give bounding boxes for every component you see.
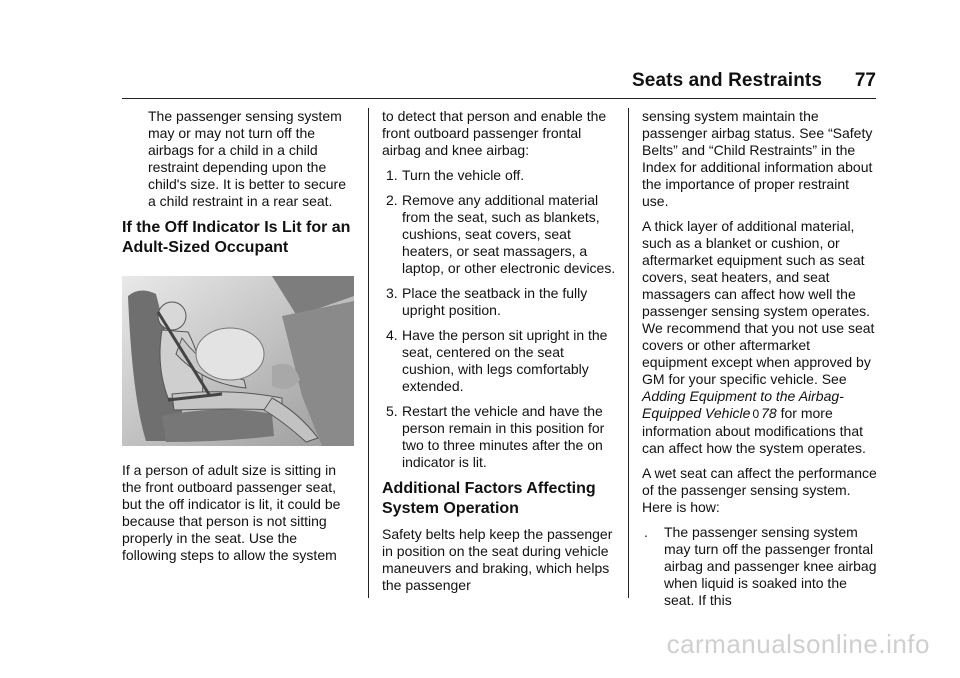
list-item [642, 524, 878, 609]
steps-list [382, 167, 618, 471]
adult-occupant-paragraph: If a person of adult size is sitting in the front outboard passenger seat, but the off indicator is lit, it could be because that person is not sitting properly in the seat. Use the following steps to allow the system [122, 462, 341, 563]
child-restraint-note: The passenger sensing system may or may not turn off the airbags for a child in a child restraint depending upon the child's size. It is better to secure a child restraint in a rear seat. [148, 108, 346, 209]
step-number: 4. [386, 327, 398, 343]
step-number: 2. [386, 192, 398, 208]
step-text: Have the person sit upright in the seat, centered on the seat cushion, with legs comfortably extended. [402, 327, 608, 394]
step-item [382, 327, 618, 395]
modifications-text: for more information about modifications that can affect how the system operates. [642, 405, 866, 456]
site-watermark: carmanualsonline.info [666, 629, 930, 659]
occupant-seat-image [122, 276, 354, 446]
additional-material-paragraph [642, 218, 878, 457]
page-header [0, 70, 876, 96]
step-number: 1. [386, 167, 398, 183]
page-ref-number[interactable]: 78 [761, 405, 777, 421]
section-title: Seats and Restraints [632, 70, 822, 91]
column-divider-1 [368, 108, 369, 598]
step-item [382, 167, 618, 184]
wet-seat-paragraph: A wet seat can affect the performance of the passenger sensing system. Here is how: [642, 465, 877, 515]
step-text: Place the seatback in the fully upright position. [402, 285, 588, 318]
column-2 [382, 108, 618, 602]
header-rule [122, 98, 876, 99]
step-text: Restart the vehicle and have the person remain in this position for two to three minutes after the on indicator is lit. [402, 403, 605, 470]
adult-occupant-illustration [122, 276, 354, 446]
column-divider-2 [628, 108, 629, 598]
step-number: 3. [386, 285, 398, 301]
step-item [382, 192, 618, 277]
step-number: 5. [386, 403, 398, 419]
column-1 [122, 108, 354, 572]
adding-equipment-link[interactable]: Adding Equipment to the Airbag-Equipped Vehicle [642, 388, 844, 421]
step-item [382, 285, 618, 319]
restraint-use-paragraph: sensing system maintain the passenger airbag status. See “Safety Belts” and “Child Restraints” in the Index for additional information about the importance of proper restraint use. [642, 108, 873, 209]
page-ref-arrow-icon: 0 [752, 407, 760, 421]
wet-seat-list [642, 524, 878, 609]
continuation-paragraph: to detect that person and enable the front outboard passenger frontal airbag and knee airbag: [382, 108, 607, 158]
bullet-text: The passenger sensing system may turn off the passenger frontal airbag and passenger knee airbag when liquid is soaked into the seat. If this [664, 524, 877, 608]
page-number: 77 [854, 70, 876, 91]
step-text: Remove any additional material from the seat, such as blankets, cushions, seat covers, seat heaters, or seat massagers, a laptop, or other electronic devices. [402, 192, 616, 276]
additional-factors-heading: Additional Factors Affecting System Operation [382, 480, 596, 517]
step-item [382, 403, 618, 471]
step-text: Turn the vehicle off. [402, 167, 525, 183]
off-indicator-heading: If the Off Indicator Is Lit for an Adult-Sized Occupant [122, 219, 351, 256]
safety-belts-paragraph: Safety belts help keep the passenger in position on the seat during vehicle maneuvers and braking, which helps the passenger [382, 526, 613, 593]
bullet-mark: . [644, 524, 648, 540]
material-text: A thick layer of additional material, such as a blanket or cushion, or aftermarket equipment such as seat covers, seat heaters, and seat massagers can affect how well the passenger sensing system operates. We recommend that you not use seat covers or other aftermarket equipment except when approved by GM for your specific vehicle. See [642, 218, 875, 387]
column-3 [642, 108, 878, 609]
